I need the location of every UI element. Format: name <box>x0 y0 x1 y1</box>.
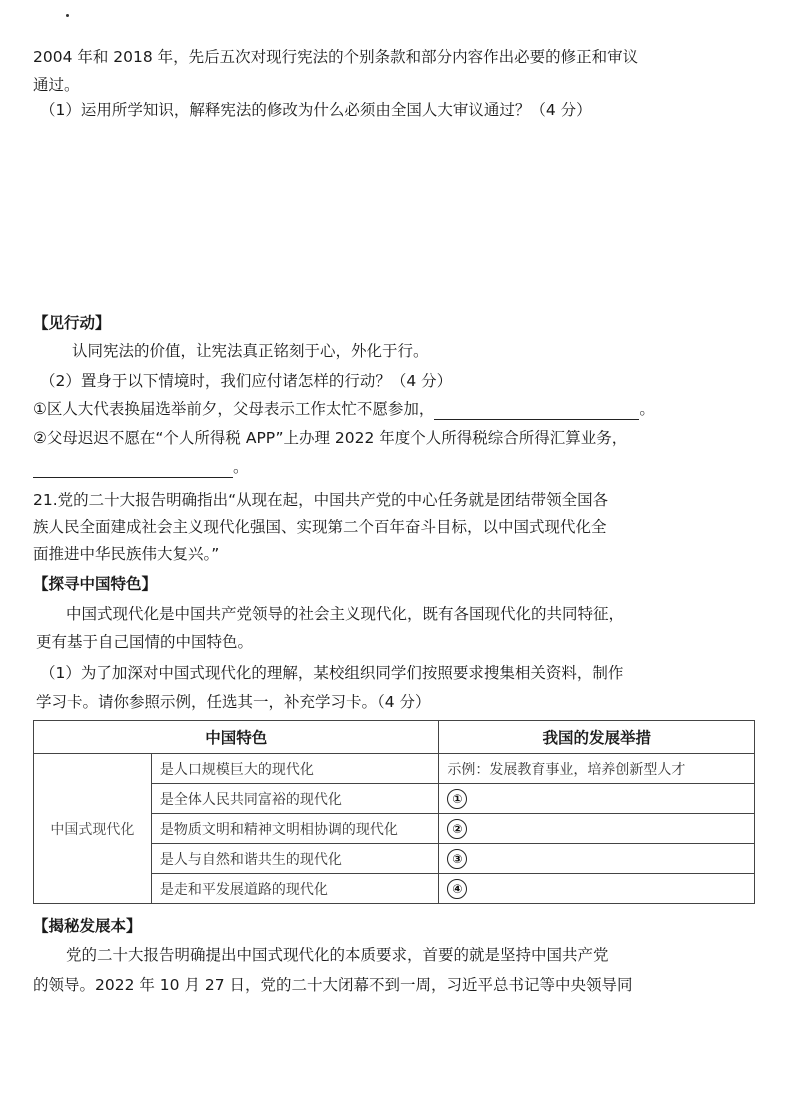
measure-cell-example: 示例：发展教育事业，培养创新型人才 <box>439 754 755 784</box>
scenario-1-text: ①区人大代表换届选举前夕，父母表示工作太忙不愿参加， <box>33 400 435 418</box>
q21-line-1: 21.党的二十大报告明确指出“从现在起，中国共产党的中心任务就是团结带领全国各 <box>33 491 609 509</box>
feature-cell: 是人口规模巨大的现代化 <box>151 754 439 784</box>
scan-speck <box>66 14 69 17</box>
scenario-1 <box>33 398 655 420</box>
answer-cell-3[interactable] <box>439 844 755 874</box>
table-header-row <box>34 721 755 754</box>
circled-number: ③ <box>447 849 467 869</box>
circled-number: ① <box>447 789 467 809</box>
secret-line-1: 党的二十大报告明确提出中国式现代化的本质要求，首要的就是坚持中国共产党 <box>66 946 609 964</box>
feature-cell: 是走和平发展道路的现代化 <box>151 874 439 904</box>
answer-blank-1[interactable] <box>434 403 639 420</box>
scenario-1-end: 。 <box>639 400 655 418</box>
feature-cell: 是人与自然和谐共生的现代化 <box>151 844 439 874</box>
header-feature: 中国特色 <box>34 721 439 754</box>
answer-blank-2[interactable] <box>33 461 233 478</box>
answer-cell-1[interactable] <box>439 784 755 814</box>
features-question-2: 学习卡。请你参照示例，任选其一，补充学习卡。（4 分） <box>36 693 431 711</box>
header-measure: 我国的发展举措 <box>439 721 755 754</box>
scenario-2: ②父母迟迟不愿在“个人所得税 APP”上办理 2022 年度个人所得税综合所得汇算业务， <box>33 429 628 447</box>
question-1: （1）运用所学知识，解释宪法的修改为什么必须由全国人大审议通过？（4 分） <box>40 101 592 119</box>
scenario-2-end: 。 <box>233 458 249 476</box>
section-heading-features: 【探寻中国特色】 <box>33 575 158 593</box>
secret-line-2: 的领导。2022 年 10 月 27 日，党的二十大闭幕不到一周，习近平总书记等中央领导同 <box>33 976 633 994</box>
feature-cell: 是全体人民共同富裕的现代化 <box>151 784 439 814</box>
table-row <box>34 754 755 784</box>
learning-card-table <box>33 720 755 904</box>
q21-line-3: 面推进中华民族伟大复兴。” <box>33 545 220 563</box>
action-intro: 认同宪法的价值，让宪法真正铭刻于心，外化于行。 <box>72 342 429 360</box>
question-2: （2）置身于以下情境时，我们应付诸怎样的行动？（4 分） <box>40 372 453 390</box>
circled-number: ④ <box>447 879 467 899</box>
section-heading-action: 【见行动】 <box>33 314 111 332</box>
q21-line-2: 族人民全面建成社会主义现代化强国、实现第二个百年奋斗目标，以中国式现代化全 <box>33 518 607 536</box>
intro-line-2: 通过。 <box>33 76 80 94</box>
features-question-1: （1）为了加深对中国式现代化的理解，某校组织同学们按照要求搜集相关资料，制作 <box>40 664 624 682</box>
scenario-2-answer <box>33 456 249 478</box>
answer-cell-2[interactable] <box>439 814 755 844</box>
circled-number: ② <box>447 819 467 839</box>
row-label: 中国式现代化 <box>34 754 152 904</box>
features-para-1: 中国式现代化是中国共产党领导的社会主义现代化，既有各国现代化的共同特征， <box>66 605 625 623</box>
feature-cell: 是物质文明和精神文明相协调的现代化 <box>151 814 439 844</box>
answer-cell-4[interactable] <box>439 874 755 904</box>
section-heading-secret: 【揭秘发展本】 <box>33 917 142 935</box>
features-para-2: 更有基于自己国情的中国特色。 <box>36 633 254 651</box>
intro-line-1: 2004 年和 2018 年，先后五次对现行宪法的个别条款和部分内容作出必要的修正和审议 <box>33 48 639 66</box>
